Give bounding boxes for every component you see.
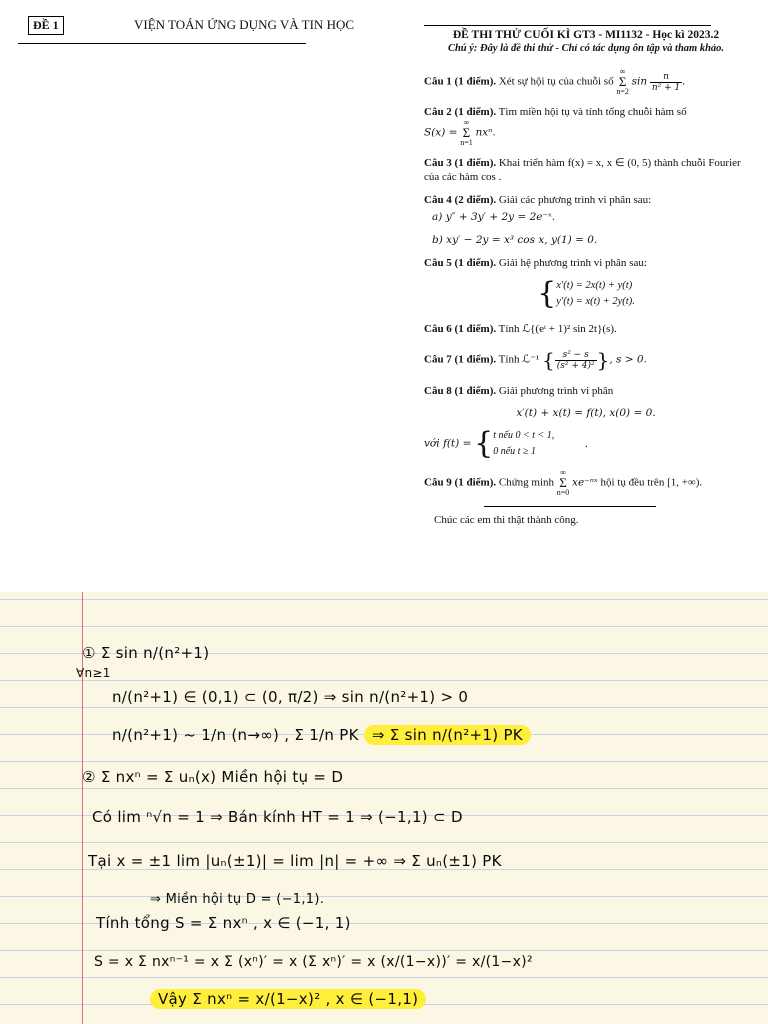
q2-sum: ∞ Σ n=1 bbox=[460, 118, 473, 147]
q7-text: Tính ℒ⁻¹ bbox=[498, 353, 540, 366]
exam-code-box: ĐỀ 1 bbox=[28, 16, 64, 35]
q3-label: Câu 3 (1 điểm). bbox=[424, 157, 497, 169]
question-2 bbox=[424, 105, 748, 147]
hw-line-10: S = x Σ nxⁿ⁻¹ = x Σ (xⁿ)′ = x (Σ xⁿ)′ = x (x/(1−x))′ = x/(1−x)² bbox=[94, 954, 533, 970]
q4-text: Giải các phương trình vi phân sau: bbox=[498, 194, 652, 206]
hw-line-1: ① Σ sin n/(n²+1) bbox=[82, 644, 210, 662]
q7-label: Câu 7 (1 điểm). bbox=[424, 353, 497, 366]
hw-line-7: Tại x = ±1 lim |uₙ(±1)| = lim |n| = +∞ ⇒ Σ uₙ(±1) PK bbox=[88, 852, 502, 870]
exam-note: Chú ý: Đây là đề thi thử - Chỉ có tác dụng ôn tập và tham khảo. bbox=[447, 43, 725, 54]
hw-line-3: n/(n²+1) ∈ (0,1) ⊂ (0, π/2) ⇒ sin n/(n²+1) > 0 bbox=[112, 688, 469, 706]
q1-text: Xét sự hội tụ của chuỗi số bbox=[498, 75, 614, 88]
brace-icon: { bbox=[474, 426, 494, 461]
q2-term: nxⁿ. bbox=[475, 126, 496, 139]
hw-line-4 bbox=[112, 726, 531, 744]
q9-text: Chứng minh bbox=[498, 476, 555, 489]
q8-case-2: 0 nếu t ≥ 1 bbox=[493, 446, 536, 457]
hw-line-4-text: n/(n²+1) ~ 1/n (n→∞) , Σ 1/n PK bbox=[112, 726, 359, 744]
q4-label: Câu 4 (2 điểm). bbox=[424, 194, 497, 206]
q5-system bbox=[424, 278, 748, 310]
q1-fraction: $\frac{n}{\text{n² + 1}}$ bbox=[651, 71, 681, 93]
q3-text: Khai triển hàm f(x) = x, x ∈ (0, 5) thành chuỗi Fourier của các hàm cos . bbox=[424, 157, 741, 183]
header-rule-right bbox=[424, 25, 711, 26]
question-7 bbox=[424, 345, 748, 375]
header-rule-left bbox=[18, 43, 306, 44]
q4-part-b: b) xy′ − 2y = x³ cos x, y(1) = 0. bbox=[432, 234, 598, 246]
q5-label: Câu 5 (1 điểm). bbox=[424, 257, 497, 269]
q1-sum: ∞ Σ n=2 bbox=[616, 67, 629, 96]
hw-line-8: ⇒ Miền hội tụ D = (−1,1). bbox=[150, 892, 325, 907]
q7-tail: , s > 0. bbox=[609, 353, 647, 366]
question-6 bbox=[424, 322, 748, 336]
open-brace-icon: { bbox=[541, 348, 555, 372]
q2-text: Tìm miền hội tụ và tính tổng chuỗi hàm số bbox=[498, 106, 687, 118]
question-1: Câu 1 (1 điểm). Xét sự hội tụ của chuỗi số ∞ Σ n=2 sin $\frac{n}{\text{n² + 1}}$ . bbox=[424, 67, 686, 96]
q5-text: Giải hệ phương trình vi phân sau: bbox=[498, 257, 647, 269]
exam-title: ĐỀ THI THỬ CUỐI KÌ GT3 - MI1132 - Học kì 2023.2 bbox=[452, 29, 720, 41]
q9-term: xe⁻ⁿˣ bbox=[572, 476, 598, 489]
closing-text: Chúc các em thi thật thành công. bbox=[434, 514, 579, 526]
q5-line-1: x′(t) = 2x(t) + y(t) bbox=[556, 280, 633, 291]
q9-label: Câu 9 (1 điểm). bbox=[424, 476, 497, 489]
hw-line-2: ∀n≥1 bbox=[76, 666, 111, 680]
hw-line-6: Có lim ⁿ√n = 1 ⇒ Bán kính HT = 1 ⇒ (−1,1) ⊂ D bbox=[92, 808, 463, 826]
close-brace-icon: } bbox=[596, 348, 610, 372]
question-9 bbox=[424, 469, 748, 497]
question-5 bbox=[424, 256, 748, 310]
highlight-conclusion-2: Vậy Σ nxⁿ = x/(1−x)² , x ∈ (−1,1) bbox=[150, 989, 426, 1009]
q1-label: Câu 1 (1 điểm). bbox=[424, 75, 497, 88]
highlight-conclusion-1: ⇒ Σ sin n/(n²+1) PK bbox=[364, 725, 531, 745]
question-4 bbox=[424, 193, 748, 247]
q6-text: Tính ℒ{(eᵗ + 1)² sin 2t}(s). bbox=[498, 323, 617, 335]
hw-line-9: Tính tổng S = Σ nxⁿ , x ∈ (−1, 1) bbox=[96, 914, 351, 932]
q9-tail: hội tụ đều trên [1, +∞). bbox=[600, 476, 703, 489]
hw-line-11 bbox=[150, 990, 426, 1008]
q8-equation: x′(t) + x(t) = f(t), x(0) = 0. bbox=[516, 407, 656, 419]
q2-lhs: S(x) = bbox=[424, 126, 458, 139]
q8-with: với f(t) = bbox=[424, 437, 472, 450]
q8-case-1: t nếu 0 < t < 1, bbox=[493, 430, 555, 441]
q7-fraction: $\frac{\text{s² − s}}{\text{(s² + 4)²}}$ bbox=[556, 349, 595, 371]
q8-text: Giải phương trình vi phân bbox=[498, 385, 614, 397]
q4-part-a: a) y″ + 3y′ + 2y = 2e⁻ˣ. bbox=[432, 211, 556, 223]
q1-func: sin bbox=[631, 75, 648, 88]
end-rule bbox=[484, 506, 656, 507]
q5-line-2: y′(t) = x(t) + 2y(t). bbox=[556, 296, 635, 307]
q2-label: Câu 2 (1 điểm). bbox=[424, 106, 497, 118]
hw-line-5: ② Σ nxⁿ = Σ uₙ(x) Miền hội tụ = D bbox=[82, 768, 344, 786]
brace-icon: { bbox=[537, 276, 557, 311]
handwritten-notes bbox=[0, 592, 768, 1024]
q9-sum: ∞ Σ n=0 bbox=[556, 468, 570, 497]
institute-name: VIỆN TOÁN ỨNG DỤNG VÀ TIN HỌC bbox=[134, 17, 355, 32]
q8-piecewise bbox=[424, 428, 748, 460]
q8-label: Câu 8 (1 điểm). bbox=[424, 385, 497, 397]
q8-dot: . bbox=[584, 437, 588, 450]
q6-label: Câu 6 (1 điểm). bbox=[424, 323, 497, 335]
exam-content bbox=[424, 28, 748, 527]
question-8 bbox=[424, 384, 748, 460]
question-3 bbox=[424, 156, 748, 184]
